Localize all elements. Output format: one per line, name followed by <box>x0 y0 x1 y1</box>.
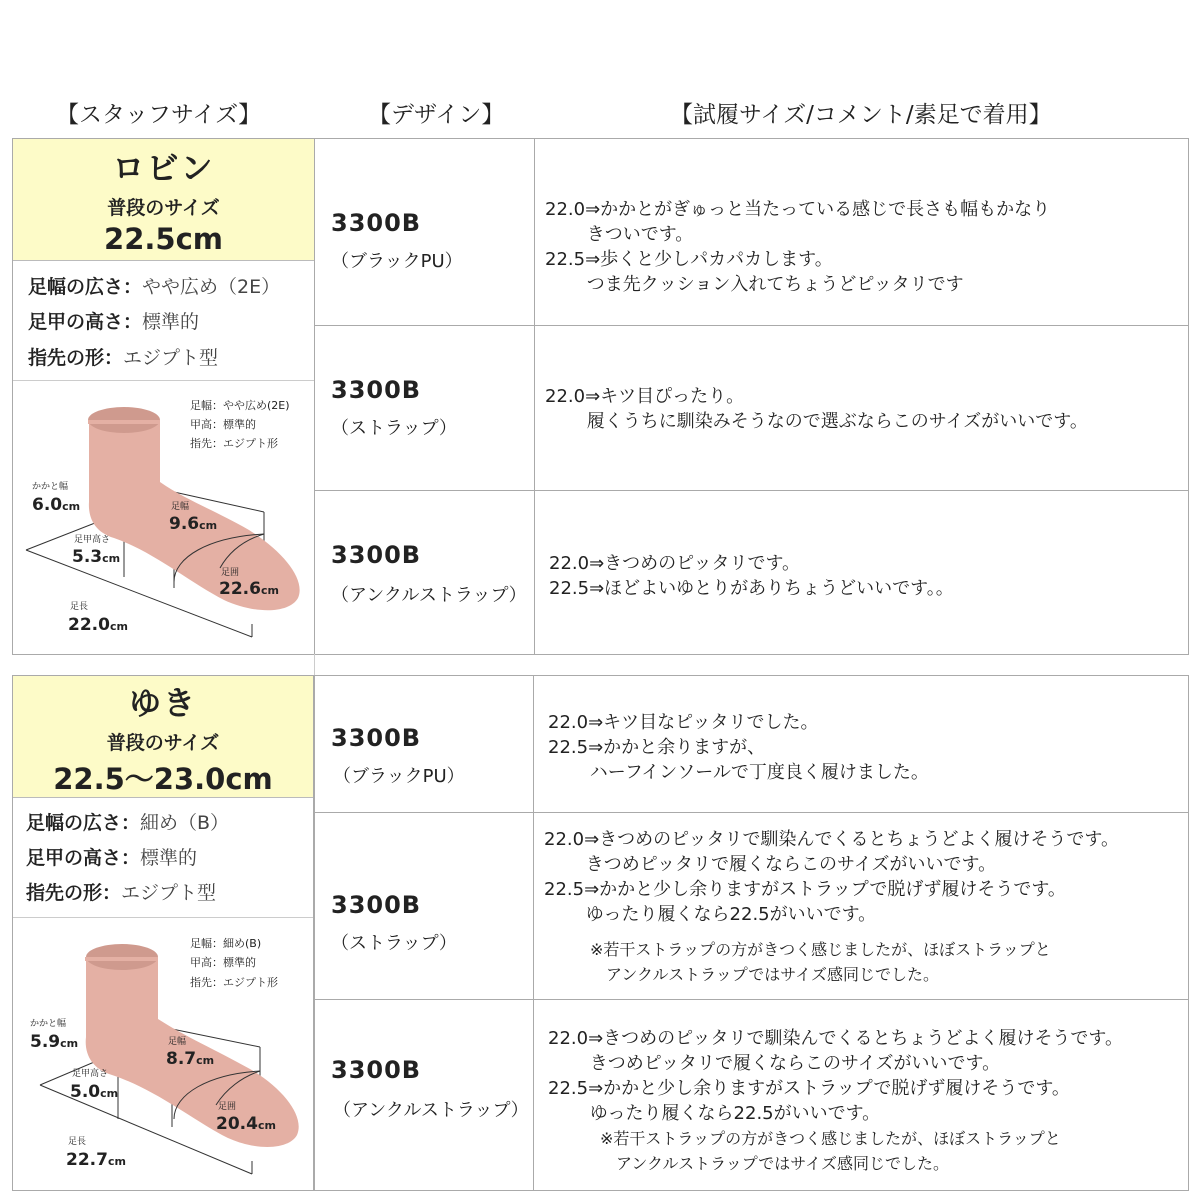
attr-label: 指先の形： <box>26 882 122 904</box>
model-number: 3300B <box>331 541 422 569</box>
comment-text <box>548 710 929 785</box>
svg-text:22.7cm <box>66 1150 126 1170</box>
design-cell <box>314 138 535 326</box>
comment-line: 22.0⇒かかとがぎゅっと当たっている感じで長さも幅もかなり <box>545 199 1051 220</box>
comment-line: 22.0⇒きつめのピッタリで馴染んでくるとちょうどよく履けそうです。 <box>544 829 1119 850</box>
model-number: 3300B <box>331 724 422 752</box>
attr-value: やや広め（2E） <box>142 276 281 298</box>
header-design: 【デザイン】 <box>368 102 505 128</box>
legend-line: 指先：エジプト形 <box>190 437 278 450</box>
design-cell <box>314 490 535 655</box>
comment-line: つま先クッション入れてちょうどピッタリです <box>545 274 964 295</box>
foot-length-label: 足長 <box>70 602 89 612</box>
attr-toe <box>26 878 216 905</box>
model-number: 3300B <box>331 891 422 919</box>
attr-label: 指先の形： <box>28 347 124 369</box>
unit: cm <box>260 584 279 597</box>
header-staff-size: 【スタッフサイズ】 <box>56 102 262 128</box>
heel-width-value: 5.9 <box>30 1032 61 1052</box>
comment-cell <box>533 999 1189 1191</box>
svg-text:5.3cm <box>72 547 120 567</box>
svg-text:5.9cm <box>30 1032 78 1052</box>
foot-diagram <box>14 919 312 1189</box>
girth-label: 足囲 <box>218 1102 237 1112</box>
comment-cell <box>533 812 1189 1000</box>
model-variant: （ブラックPU） <box>333 766 465 787</box>
foot-length-label: 足長 <box>68 1137 87 1147</box>
attr-label: 足甲の高さ： <box>26 847 141 869</box>
usual-size-value: 22.5〜23.0cm <box>53 762 273 796</box>
attr-label: 足幅の広さ： <box>26 812 141 834</box>
legend-line: 足幅：細め(B) <box>190 937 262 950</box>
attr-value: 標準的 <box>142 311 200 333</box>
attr-value: 細め（B） <box>140 812 230 834</box>
comment-line: 22.0⇒キツ目ぴったり。 <box>545 386 745 407</box>
comment-text <box>545 197 1050 297</box>
attr-width <box>28 272 280 299</box>
heel-width-label: かかと幅 <box>30 1019 67 1029</box>
legend-line: 甲高：標準的 <box>190 956 256 969</box>
comment-text <box>545 384 1088 434</box>
design-cell <box>314 812 534 1000</box>
attr-label: 足幅の広さ： <box>28 276 143 298</box>
design-cell <box>314 675 534 813</box>
usual-size-label: 普段のサイズ <box>107 197 220 219</box>
comment-line: きつめピッタリで履くならこのサイズがいいです。 <box>548 1053 1001 1074</box>
attr-toe <box>28 343 218 370</box>
instep-height-value: 5.0 <box>70 1082 101 1102</box>
model-variant: （ブラックPU） <box>331 251 463 272</box>
legend-line: 指先：エジプト形 <box>190 976 278 989</box>
comment-line: 22.5⇒歩くと少しパカパカします。 <box>545 249 833 270</box>
usual-size-label: 普段のサイズ <box>106 732 220 754</box>
unit: cm <box>257 1119 276 1132</box>
svg-text:6.0cm <box>32 495 80 515</box>
foot-width-value: 8.7 <box>166 1049 197 1069</box>
girth-value: 20.4 <box>216 1114 258 1134</box>
comment-line: 履くうちに馴染みそうなので選ぶならこのサイズがいいです。 <box>545 411 1088 432</box>
legend-line: 足幅：やや広め(2E) <box>190 399 290 412</box>
attr-label: 足甲の高さ： <box>28 311 143 333</box>
unit: cm <box>107 1155 126 1168</box>
unit: cm <box>100 1087 119 1100</box>
heel-width-label: かかと幅 <box>32 482 69 492</box>
foot-width-label: 足幅 <box>168 1037 187 1047</box>
comment-text <box>548 1026 1123 1126</box>
girth-label: 足囲 <box>221 568 240 578</box>
comment-text <box>549 551 954 601</box>
comment-line: きついです。 <box>545 224 694 245</box>
header-comment: 【試履サイズ/コメント/素足で着用】 <box>670 102 1052 128</box>
comment-cell <box>534 138 1189 326</box>
comment-cell <box>534 325 1189 491</box>
staff-name-box <box>13 139 314 260</box>
unit: cm <box>196 1054 215 1067</box>
girth-value: 22.6 <box>219 579 261 599</box>
attr-value: 標準的 <box>140 847 198 869</box>
attr-width <box>26 808 229 835</box>
model-number: 3300B <box>331 1056 422 1084</box>
unit: cm <box>102 552 121 565</box>
comment-note <box>600 1126 1061 1176</box>
model-variant: （アンクルストラップ） <box>333 1100 529 1121</box>
unit: cm <box>199 519 218 532</box>
divider <box>13 260 314 261</box>
note-line: ※若干ストラップの方がきつく感じましたが、ほぼストラップと <box>590 940 1051 959</box>
staff-name: ロビン <box>112 149 215 187</box>
note-line: アンクルストラップではサイズ感同じでした。 <box>600 1154 949 1173</box>
comment-cell <box>534 490 1189 655</box>
comment-line: 22.0⇒きつめのピッタリで馴染んでくるとちょうどよく履けそうです。 <box>548 1028 1123 1049</box>
foot-diagram <box>14 382 313 652</box>
divider <box>13 797 313 798</box>
comment-line: 22.5⇒かかと少し余りますがストラップで脱げず履けそうです。 <box>548 1078 1070 1099</box>
legend-line: 甲高：標準的 <box>190 418 256 431</box>
staff-name-box <box>13 676 313 797</box>
comment-line: 22.5⇒ほどよいゆとりがありちょうどいいです。。 <box>549 578 954 599</box>
comment-line: 22.0⇒キツ目なピッタリでした。 <box>548 712 819 733</box>
foot-width-value: 9.6 <box>169 514 200 534</box>
design-cell <box>314 325 535 491</box>
model-number: 3300B <box>331 376 422 404</box>
attr-instep <box>26 843 197 870</box>
attr-value: エジプト型 <box>121 882 217 904</box>
usual-size-value: 22.5cm <box>104 222 223 256</box>
heel-width-value: 6.0 <box>32 495 63 515</box>
note-line: ※若干ストラップの方がきつく感じましたが、ほぼストラップと <box>600 1129 1061 1148</box>
model-variant: （ストラップ） <box>331 933 457 954</box>
instep-height-label: 足甲高さ <box>72 1069 109 1079</box>
comment-line: ゆったり履くなら22.5がいいです。 <box>544 904 877 925</box>
comment-line: 22.5⇒かかと少し余りますがストラップで脱げず履けそうです。 <box>544 879 1066 900</box>
foot-length-value: 22.7 <box>66 1150 108 1170</box>
unit: cm <box>60 1037 79 1050</box>
unit: cm <box>62 500 81 513</box>
unit: cm <box>109 620 128 633</box>
svg-text:5.0cm <box>70 1082 118 1102</box>
comment-cell <box>533 675 1189 813</box>
divider <box>314 654 315 676</box>
foot-length-value: 22.0 <box>68 615 110 635</box>
model-variant: （ストラップ） <box>331 418 457 439</box>
instep-height-label: 足甲高さ <box>74 535 111 545</box>
note-line: アンクルストラップではサイズ感同じでした。 <box>590 965 939 984</box>
comment-line: ゆったり履くなら22.5がいいです。 <box>548 1103 881 1124</box>
instep-height-value: 5.3 <box>72 547 103 567</box>
comment-line: きつめピッタリで履くならこのサイズがいいです。 <box>544 854 997 875</box>
comment-text <box>544 827 1119 927</box>
divider <box>13 380 314 381</box>
model-number: 3300B <box>331 209 422 237</box>
attr-instep <box>28 307 199 334</box>
comment-note <box>590 937 1051 987</box>
design-cell <box>314 999 534 1191</box>
staff-name: ゆき <box>128 684 197 722</box>
comment-line: 22.0⇒きつめのピッタリです。 <box>549 553 800 574</box>
foot-width-label: 足幅 <box>171 502 190 512</box>
attr-value: エジプト型 <box>123 347 219 369</box>
divider <box>13 917 313 918</box>
comment-line: ハーフインソールで丁度良く履けました。 <box>548 762 929 783</box>
comment-line: 22.5⇒かかと余りますが、 <box>548 737 766 758</box>
model-variant: （アンクルストラップ） <box>331 585 527 606</box>
svg-text:22.0cm <box>68 615 128 635</box>
